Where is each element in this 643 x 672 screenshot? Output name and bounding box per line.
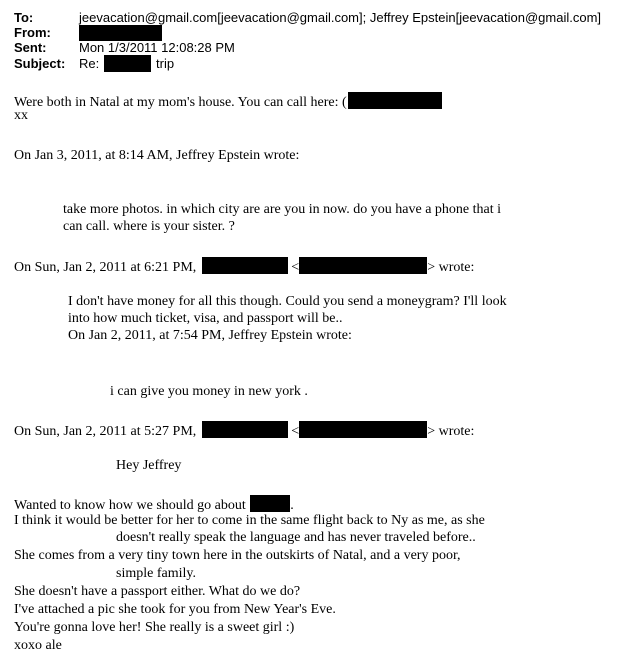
quote-attribution: On Sun, Jan 2, 2011 at 5:27 PM, < > wrote: — [14, 421, 474, 440]
body-line: simple family. — [116, 566, 196, 581]
body-line: take more photos. in which city are are you in now. do you have a phone that i — [63, 202, 502, 217]
body-line: into how much ticket, visa, and passport will be.. — [68, 311, 343, 326]
from-redaction — [79, 25, 162, 41]
sent-label: Sent: — [14, 40, 47, 55]
subject-suffix: trip — [156, 56, 175, 71]
to-value: jeevacation@gmail.com[jeevacation@gmail.com]; Jeffrey Epstein[jeevacation@gmail.com] — [79, 10, 602, 25]
to-label: To: — [14, 10, 34, 25]
name-redaction — [202, 421, 288, 438]
body-line: I think it would be better for her to come in the same flight back to Ny as me, as she — [14, 513, 485, 528]
email-redaction — [299, 257, 427, 274]
email-redaction — [299, 421, 427, 438]
body-line: She doesn't have a passport either. What do we do? — [14, 584, 301, 599]
body-line: xx — [14, 108, 28, 123]
quote-attribution: On Sun, Jan 2, 2011 at 6:21 PM, < > wrote: — [14, 257, 474, 276]
signature: xoxo ale — [14, 638, 62, 653]
subject-redaction — [104, 55, 151, 72]
name-redaction — [250, 495, 290, 512]
phone-redaction — [348, 92, 442, 109]
body-line: I've attached a pic she took for you from New Year's Eve. — [14, 602, 336, 617]
quote-attribution: On Jan 2, 2011, at 7:54 PM, Jeffrey Epstein wrote: — [68, 328, 352, 343]
email-header — [0, 0, 643, 80]
body-line: I don't have money for all this though. Could you send a moneygram? I'll look — [68, 294, 507, 309]
subject-prefix: Re: — [79, 56, 100, 71]
body-line: can call. where is your sister. ? — [63, 219, 235, 234]
body-line: i can give you money in new york . — [110, 384, 308, 399]
body-line: doesn't really speak the language and has never traveled before.. — [116, 530, 476, 545]
body-line: Were both in Natal at my mom's house. You can call here: ( — [14, 92, 442, 111]
sent-value: Mon 1/3/2011 12:08:28 PM — [79, 40, 235, 55]
body-line: She comes from a very tiny town here in the outskirts of Natal, and a very poor, — [14, 548, 461, 563]
body-line: You're gonna love her! She really is a sweet girl :) — [14, 620, 295, 635]
subject-label: Subject: — [14, 56, 66, 71]
from-label: From: — [14, 25, 51, 40]
body-line: Hey Jeffrey — [116, 458, 182, 473]
quote-attribution: On Jan 3, 2011, at 8:14 AM, Jeffrey Epstein wrote: — [14, 148, 300, 163]
body-line: Wanted to know how we should go about . — [14, 495, 294, 514]
name-redaction — [202, 257, 288, 274]
